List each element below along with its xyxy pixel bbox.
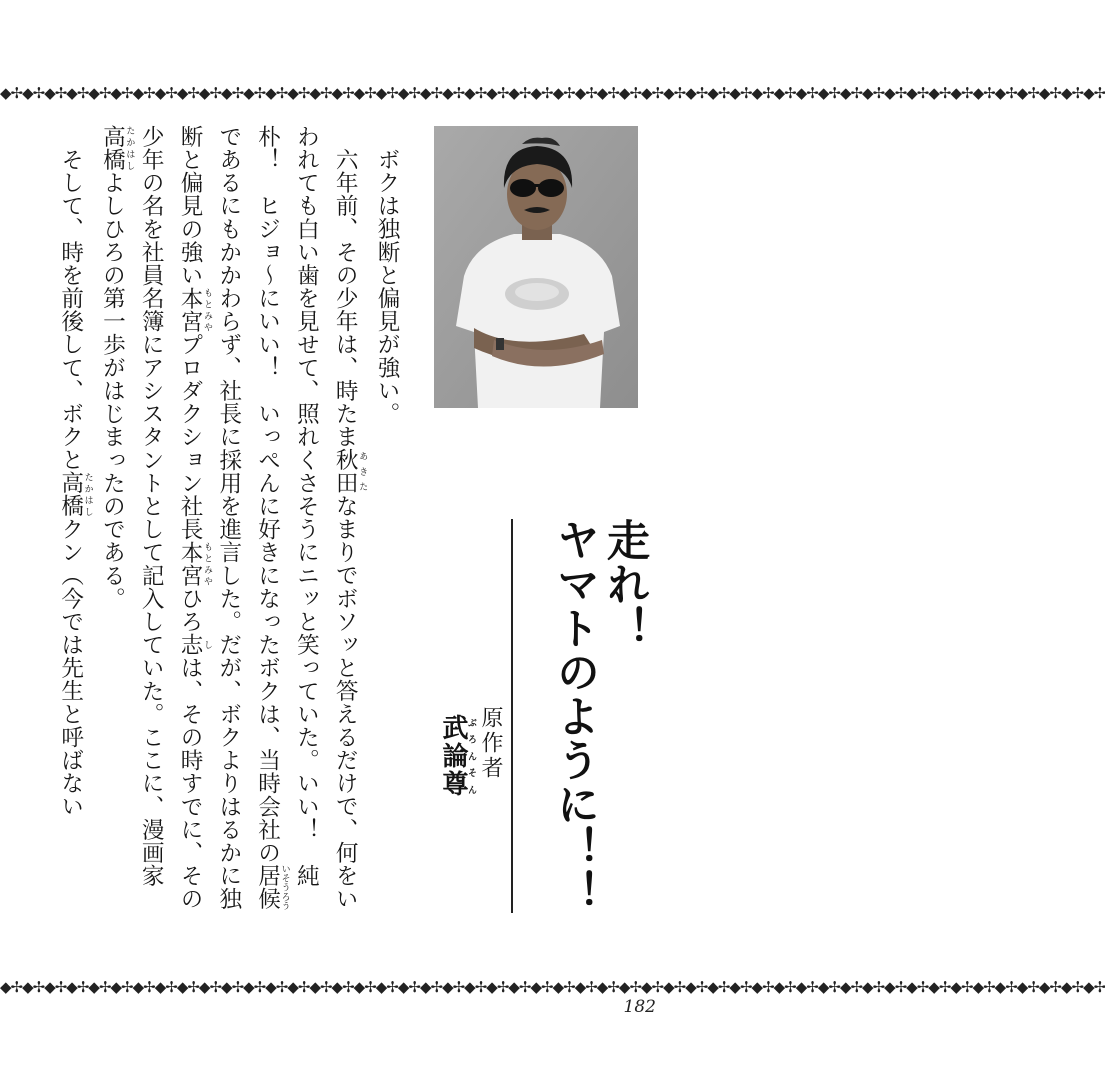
page-number: 182 (623, 997, 656, 1017)
credit-role: 原作者 (478, 706, 503, 781)
paragraph-3: そして、時を前後して、ボクと高橋 たかはしクン（今では先生と呼ばない (57, 147, 93, 818)
title-line-1: 走れ！ (600, 518, 650, 650)
ornamental-border-top: ◆✢◆✢◆✢◆✢◆✢◆✢◆✢◆✢◆✢◆✢◆✢◆✢◆✢◆✢◆✢◆✢◆✢◆✢◆✢◆✢◆✢◆✢◆✢◆✢◆✢◆✢◆✢◆✢◆✢◆✢◆✢◆✢◆✢◆✢◆✢◆✢◆✢◆✢◆✢◆✢◆✢◆✢◆✢◆✢◆✢◆✢◆✢◆✢◆✢◆✢ (0, 84, 1105, 102)
ornamental-border-bottom: ◆✢◆✢◆✢◆✢◆✢◆✢◆✢◆✢◆✢◆✢◆✢◆✢◆✢◆✢◆✢◆✢◆✢◆✢◆✢◆✢◆✢◆✢◆✢◆✢◆✢◆✢◆✢◆✢◆✢◆✢◆✢◆✢◆✢◆✢◆✢◆✢◆✢◆✢◆✢◆✢◆✢◆✢◆✢◆✢◆✢◆✢◆✢◆✢◆✢◆✢ (0, 978, 1105, 996)
author-portrait-photo (434, 126, 638, 408)
essay-title (530, 518, 650, 918)
author-credit (438, 706, 504, 916)
title-divider (511, 519, 513, 913)
title-line-2: ヤマトのように！！ (550, 518, 600, 914)
paragraph-1: ボクは独断と偏見が強い。 (374, 147, 400, 425)
paragraph-2: 六年前、その少年は、時たま秋田 あきたなまりでボソッと答えるだけで、何をいわれても白い歯を見せて、照れくさそうにニッと笑っていた。いい！ 純朴！ ヒジョ〜にいい！ いっぺんに好きになったボクは、当時会社の居候 いそうろうであるにもかかわらず、社長に採用を進言した。だが、ボクよりはるかに独断と偏見の強い本宮 もとみやプロダクション社長本宮 もとみやひろ志 しは、その時すでに、その少年の名を社員名簿にアシスタントとして記入していた。ここに、漫画家高橋 たかはしよしひろの第一歩がはじまったのである。 (99, 125, 368, 911)
essay-body (56, 125, 406, 925)
credit-name: 武論尊ぶろんそん (438, 714, 476, 798)
